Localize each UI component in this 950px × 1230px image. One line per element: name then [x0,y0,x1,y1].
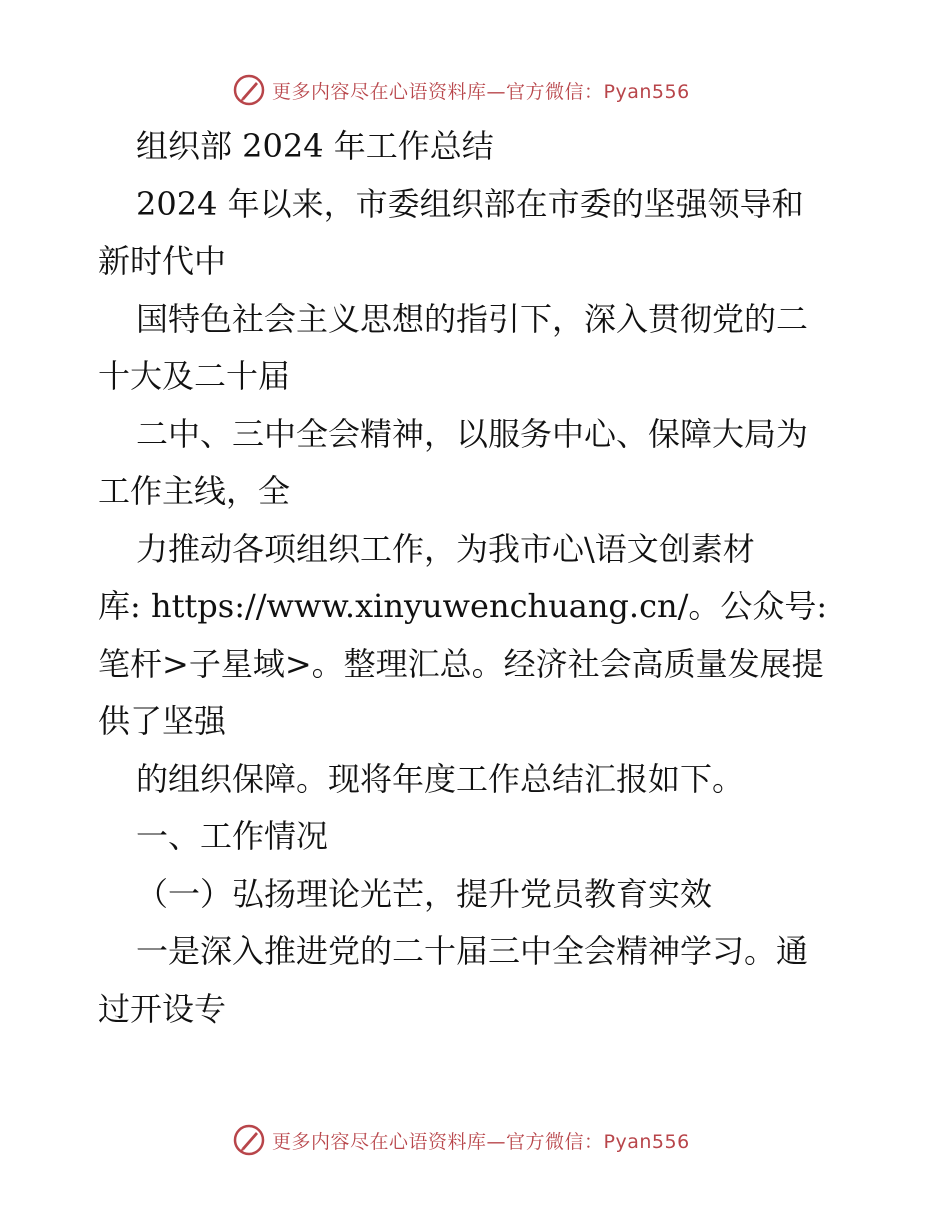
doc-line: （一）弘扬理论光芒，提升党员教育实效 [136,874,713,913]
doc-line: 过开设专 [98,989,227,1028]
doc-line: 新时代中 [98,242,227,280]
doc-line: 一是深入推进党的二十届三中全会精神学习。通 [136,932,809,970]
doc-line: 库: https://www.xinyuwenchuang.cn/。公众号: [98,587,828,625]
banner-text: 更多内容尽在心语资料库—官方微信：Pyan556 [272,80,690,103]
doc-line: 国特色社会主义思想的指引下，深入贯彻党的二 [136,299,809,338]
quill-pen-circle-icon [232,73,266,107]
doc-line: 2024 年以来，市委组织部在市委的坚强领导和 [136,184,804,223]
doc-line: 力推动各项组织工作，为我市心\语文创素材 [136,529,755,568]
doc-line: 供了坚强 [98,702,227,740]
doc-line: 一、工作情况 [136,817,329,855]
doc-line: 二中、三中全会精神，以服务中心、保障大局为 [136,414,809,453]
doc-line: 十大及二十届 [98,357,291,395]
quill-pen-circle-icon [232,1123,266,1157]
doc-line: 的组织保障。现将年度工作总结汇报如下。 [136,759,745,798]
footer-banner [232,1122,690,1158]
doc-line: 笔杆>子星域>。整理汇总。经济社会高质量发展提 [98,644,824,683]
document-body [98,118,858,1038]
doc-line: 组织部 2024 年工作总结 [136,127,494,165]
header-banner [232,72,690,108]
doc-line: 工作主线，全 [98,472,291,510]
banner-text: 更多内容尽在心语资料库—官方微信：Pyan556 [272,1130,690,1153]
